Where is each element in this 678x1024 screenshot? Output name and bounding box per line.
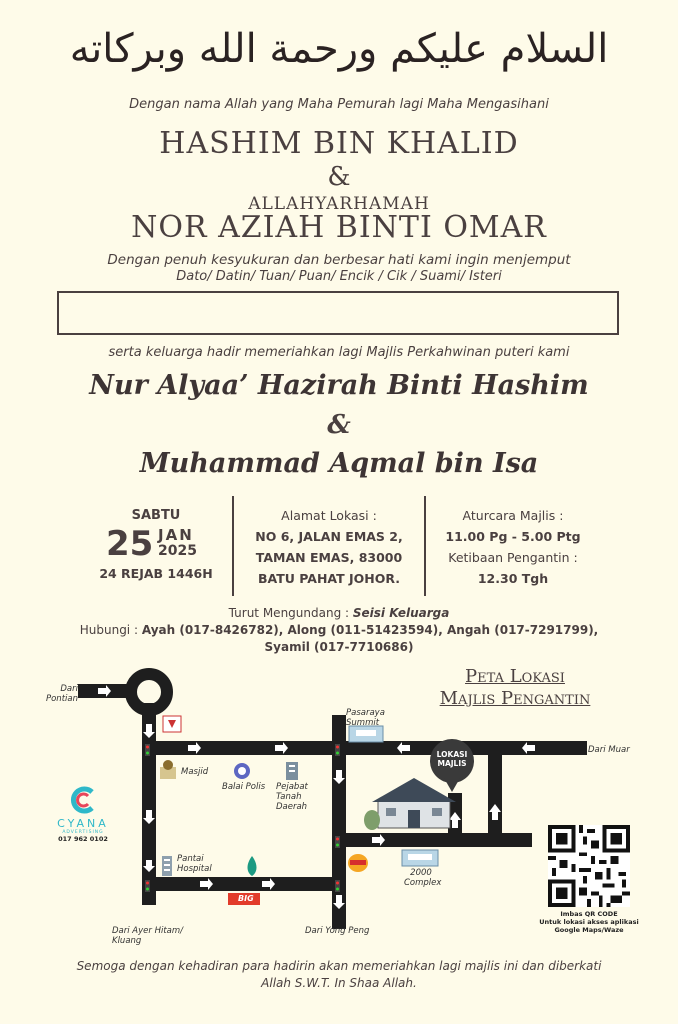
qr-caption xyxy=(536,910,642,934)
venue-house-icon xyxy=(364,778,456,830)
divider-right xyxy=(424,496,426,596)
brand-name: CYANA xyxy=(57,817,109,830)
label-pantai-hospital: Pantai Hospital xyxy=(177,854,212,874)
label-complex: 2000 Complex xyxy=(404,868,442,888)
address-line1: NO 6, JALAN EMAS 2, xyxy=(255,529,403,544)
father-name: HASHIM BIN KHALID xyxy=(159,126,519,161)
label-pasaraya: Pasaraya Summit xyxy=(346,708,385,728)
complex-icon xyxy=(402,850,438,866)
map-title-line2: Majlis Pengantin xyxy=(439,688,591,709)
label-dari-pontian: Dari Pontian xyxy=(45,684,78,704)
hospital-building-icon xyxy=(162,856,172,876)
hubungi-line1: Ayah (017-8426782), Along (011-51423594), Angah (017-7291799), xyxy=(141,623,599,637)
couple-ampersand: & xyxy=(327,410,351,440)
brand-phone: 017 962 0102 xyxy=(58,835,108,843)
hospital-sign-icon xyxy=(163,716,181,732)
brand-c-icon xyxy=(68,786,98,814)
label-dari-ayer-hitam: Dari Ayer Hitam/ Kluang xyxy=(112,926,184,946)
burger-king-icon xyxy=(348,854,368,872)
footer-prayer xyxy=(0,958,678,992)
label-lokasi: LOKASI MAJLIS xyxy=(436,750,468,768)
qr-code-icon[interactable] xyxy=(548,825,630,907)
hubungi-line2: Syamil (017-7710686) xyxy=(264,640,414,654)
parents-ampersand: & xyxy=(327,162,351,192)
police-icon xyxy=(234,763,250,779)
qr-caption-line1: Imbas QR CODE xyxy=(560,910,618,918)
label-dari-muar: Dari Muar xyxy=(588,745,630,755)
schedule-block xyxy=(430,505,596,589)
turut-value: Seisi Keluarga xyxy=(352,606,450,620)
mother-name: NOR AZIAH BINTI OMAR xyxy=(131,210,547,245)
label-balai-polis: Balai Polis xyxy=(222,782,266,792)
address-line3: BATU PAHAT JOHOR. xyxy=(258,571,400,586)
label-dari-yong-peng: Dari Yong Peng xyxy=(305,926,370,936)
footer-line1: Semoga dengan kehadiran para hadirin akan memeriahkan lagi majlis ini dan diberkati xyxy=(76,959,602,973)
invite-titles: Dato/ Datin/ Tuan/ Puan/ Encik / Cik / Suami/ Isteri xyxy=(176,269,502,284)
invite-line: Dengan penuh kesyukuran dan berbesar hati kami ingin menjemput xyxy=(107,252,571,268)
map-title-line1: Peta Lokasi xyxy=(465,666,565,687)
contact-block xyxy=(0,605,678,656)
qr-caption-line2: Untuk lokasi akses aplikasi xyxy=(539,918,639,926)
address-line2: TAMAN EMAS, 83000 xyxy=(255,550,403,565)
petronas-icon xyxy=(248,856,257,876)
label-pejabat: Pejabat Tanah Daerah xyxy=(276,782,308,812)
brand-logo xyxy=(48,786,118,843)
hijri-date: 24 REJAB 1446H xyxy=(99,566,213,581)
address-block xyxy=(238,505,420,589)
turut-label: Turut Mengundang : xyxy=(228,606,353,620)
brand-sub: ADVERTISING xyxy=(62,830,104,835)
guest-name-box xyxy=(57,291,619,335)
footer-line2: Allah S.W.T. In Shaa Allah. xyxy=(261,976,417,990)
qr-caption-line3: Google Maps/Waze xyxy=(554,926,624,934)
divider-left xyxy=(232,496,234,596)
date-number: 25 xyxy=(106,524,154,564)
label-big: BIG xyxy=(238,894,254,903)
mosque-icon xyxy=(160,760,176,779)
date-block xyxy=(86,508,226,598)
address-label: Alamat Lokasi : xyxy=(281,508,377,523)
land-office-icon xyxy=(286,762,298,780)
salam-calligraphy: السلام عليكم ورحمة الله وبركاته xyxy=(69,26,609,72)
basmalah-line: Dengan nama Allah yang Maha Pemurah lagi Maha Mengasihani xyxy=(129,97,549,112)
invite-family-line: serta keluarga hadir memeriahkan lagi Majlis Perkahwinan puteri kami xyxy=(108,345,570,360)
hubungi-label: Hubungi : xyxy=(79,623,142,637)
mall-icon xyxy=(349,726,383,742)
day-name: SABTU xyxy=(131,508,181,523)
label-masjid: Masjid xyxy=(181,767,209,777)
schedule-time: 11.00 Pg - 5.00 Ptg xyxy=(445,529,581,544)
date-month: JAN xyxy=(158,526,194,544)
date-year: 2025 xyxy=(158,543,197,559)
arrival-time: 12.30 Tgh xyxy=(477,571,549,586)
arrival-label: Ketibaan Pengantin : xyxy=(448,550,578,565)
bride-name: Nur Alyaa’ Hazirah Binti Hashim xyxy=(89,370,589,401)
schedule-label: Aturcara Majlis : xyxy=(462,508,564,523)
late-title: ALLAHYARHAMAH xyxy=(248,194,430,214)
groom-name: Muhammad Aqmal bin Isa xyxy=(139,448,539,479)
